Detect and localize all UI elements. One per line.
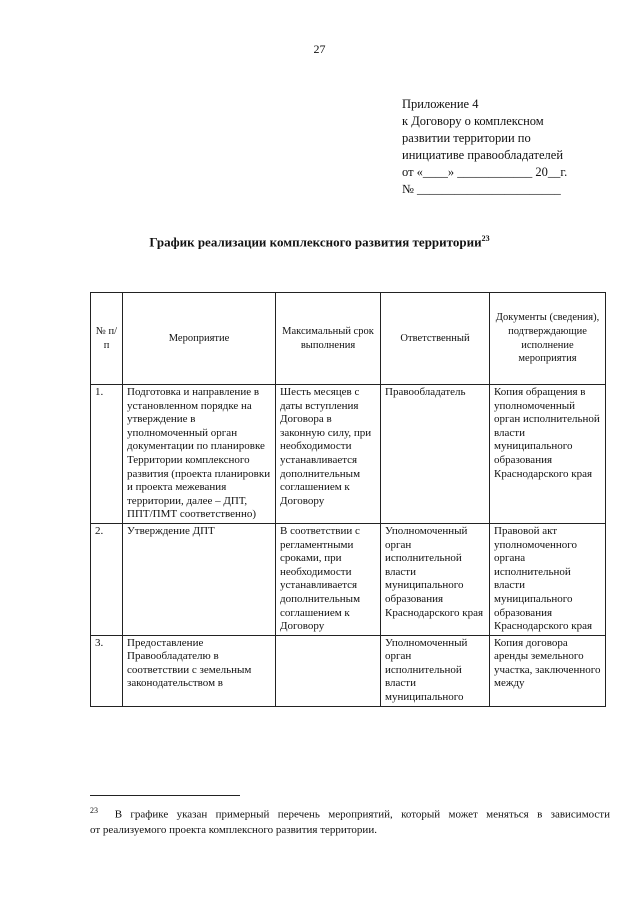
footnote-line-2: от реализуемого проекта комплексного развития территории. xyxy=(90,823,377,836)
schedule-table xyxy=(90,292,606,707)
appendix-line: инициативе правообладателей xyxy=(402,148,564,162)
row-responsible: Уполномоченный орган исполнительной власти муниципального xyxy=(381,635,490,706)
row-documents: Правовой акт уполномоченного органа исполнительной власти муниципального образования Краснодарского края xyxy=(490,523,606,635)
header-activity: Мероприятие xyxy=(123,293,276,385)
appendix-line: от «____» ____________ 20__г. xyxy=(402,165,568,179)
row-deadline: В соответствии с регламентными сроками, при необходимости устанавливается дополнительным соглашением к Договору xyxy=(276,523,381,635)
row-responsible: Правообладатель xyxy=(381,385,490,524)
appendix-line: развитии территории по xyxy=(402,131,531,145)
footnote xyxy=(90,803,610,838)
row-responsible: Уполномоченный орган исполнительной власти муниципального образования Краснодарского края xyxy=(381,523,490,635)
table-row xyxy=(91,385,606,524)
appendix-line: к Договору о комплексном xyxy=(402,114,544,128)
row-documents: Копия обращения в уполномоченный орган исполнительной власти муниципального образования Краснодарского края xyxy=(490,385,606,524)
row-activity: Утверждение ДПТ xyxy=(123,523,276,635)
row-deadline: Шесть месяцев с даты вступления Договора в законную силу, при необходимости устанавливается дополнительным соглашением к Договору xyxy=(276,385,381,524)
row-number: 1. xyxy=(91,385,123,524)
row-activity: Предоставление Правообладателю в соответствии с земельным законодательством в xyxy=(123,635,276,706)
footnote-divider xyxy=(90,795,240,796)
table-header-row xyxy=(91,293,606,385)
appendix-line: Приложение 4 xyxy=(402,97,479,111)
footnote-marker: 23 xyxy=(90,806,98,815)
header-deadline: Максимальный срок выполнения xyxy=(276,293,381,385)
title-text: График реализации комплексного развития территории xyxy=(149,234,482,250)
table-row xyxy=(91,635,606,706)
header-responsible: Ответственный xyxy=(381,293,490,385)
header-number: № п/п xyxy=(91,293,123,385)
document-title xyxy=(0,234,639,250)
row-number: 3. xyxy=(91,635,123,706)
footnote-text-1: В графике указан примерный перечень мероприятий, который может меняться в зависимости xyxy=(114,808,611,821)
footnote-line-1 xyxy=(90,803,610,823)
appendix-line: № _______________________ xyxy=(402,182,561,196)
title-footnote-ref: 23 xyxy=(481,234,490,243)
row-activity: Подготовка и направление в установленном порядке на утверждение в уполномоченный орган документации по планировке Территории комплексного развития (проекта планировки и проекта межевания территории, далее – ДПТ, ППТ/ПМТ соответственно) xyxy=(123,385,276,524)
appendix-header xyxy=(402,96,627,198)
row-documents: Копия договора аренды земельного участка, заключенного между xyxy=(490,635,606,706)
page-number: 27 xyxy=(313,42,326,56)
table-row xyxy=(91,523,606,635)
header-documents: Документы (сведения), подтверждающие исполнение мероприятия xyxy=(490,293,606,385)
row-number: 2. xyxy=(91,523,123,635)
row-deadline xyxy=(276,635,381,706)
